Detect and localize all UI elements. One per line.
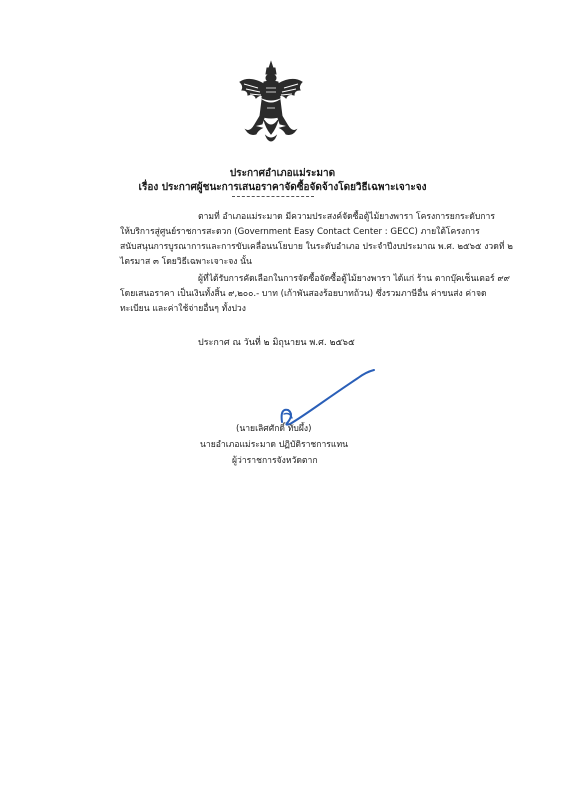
paragraph-2-line-1: ผู้ที่ได้รับการคัดเลือกในการจัดซื้อจัดซื้อตู้ไม้ยางพารา ได้แก่ ร้าน ตากบุ๊คเซ็นเตอร์ ๙๙ — [198, 274, 510, 284]
heading-divider — [232, 196, 314, 197]
signer-authority: ผู้ว่าราชการจังหวัดตาก — [232, 456, 318, 466]
paragraph-2-line-3: ทะเบียน และค่าใช้จ่ายอื่นๆ ทั้งปวง — [120, 304, 246, 314]
announcement-date: ประกาศ ณ วันที่ ๒ มิถุนายน พ.ศ. ๒๕๖๕ — [198, 338, 355, 348]
subject-line: เรื่อง ประกาศผู้ชนะการเสนอราคาจัดซื้อจัดจ้างโดยวิธีเฉพาะเจาะจง — [138, 182, 427, 193]
paragraph-1-line-3: สนับสนุนการบูรณาการและการขับเคลื่อนนโยบาย ในระดับอำเภอ ประจำปีงบประมาณ พ.ศ. ๒๕๖๕ งวดที่ ๒ — [120, 242, 513, 252]
paragraph-1-line-4: ไตรมาส ๓ โดยวิธีเฉพาะเจาะจง นั้น — [120, 257, 252, 267]
signer-position: นายอำเภอแม่ระมาด ปฏิบัติราชการแทน — [200, 440, 348, 450]
paragraph-1-line-1: ตามที่ อำเภอแม่ระมาด มีความประสงค์จัดซื้อตู้ไม้ยางพารา โครงการยกระดับการ — [198, 212, 495, 222]
issuer-title: ประกาศอำเภอแม่ระมาด — [229, 168, 336, 179]
paragraph-2-line-2: โดยเสนอราคา เป็นเงินทั้งสิ้น ๙,๒๐๐.- บาท (เก้าพันสองร้อยบาทถ้วน) ซึ่งรวมภาษีอื่น ค่าขนส่ง ค่าจด — [120, 289, 487, 299]
paragraph-1-line-2: ให้บริการสู่ศูนย์ราชการสะดวก (Government Easy Contact Center : GECC) ภายใต้โครงการ — [120, 227, 480, 237]
garuda-emblem-icon — [236, 60, 306, 142]
signer-name: (นายเลิศศักดิ์ ทับผึ้ง) — [236, 424, 312, 434]
